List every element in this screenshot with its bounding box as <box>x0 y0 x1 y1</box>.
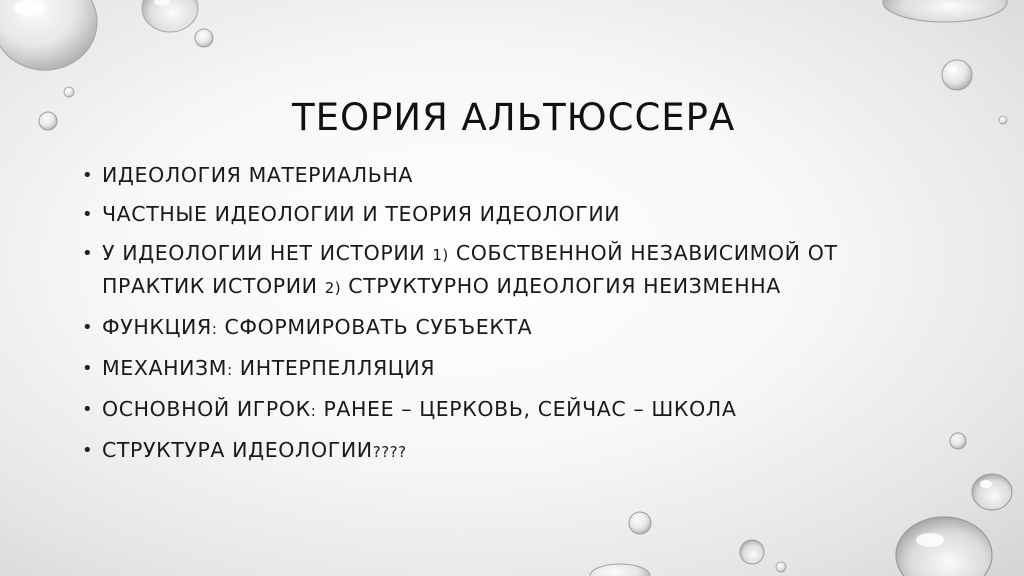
bullet-item <box>82 312 982 345</box>
drop-bottom-right-tiny <box>776 562 786 572</box>
bullet-number: 1) <box>432 246 449 264</box>
bullet-text: ОСНОВНОЙ ИГРОК <box>102 397 311 421</box>
drop-left-tiny <box>64 87 74 97</box>
bullet-text: ИДЕОЛОГИЯ МАТЕРИАЛЬНА <box>102 163 414 187</box>
bullet-text: СОБСТВЕННОЙ НЕЗАВИСИМОЙ ОТ <box>448 241 838 265</box>
drop-top-right-large <box>883 0 1007 22</box>
bullet-text: ПРАКТИК ИСТОРИИ <box>102 274 325 298</box>
bullet-item <box>82 160 982 191</box>
bullet-item <box>82 238 982 304</box>
drop-bottom-right-mid <box>629 512 651 534</box>
bullet-text: ИНТЕРПЕЛЛЯЦИЯ <box>232 356 436 380</box>
bullet-colon: : <box>227 361 233 379</box>
bullet-item <box>82 199 982 230</box>
drop-bottom-right-medium <box>972 474 1012 510</box>
bullet-list <box>82 160 982 476</box>
bullet-question-marks: ???? <box>372 443 407 461</box>
drop-top-left-large <box>0 0 97 70</box>
bullet-colon: : <box>211 320 218 338</box>
bullet-text: У ИДЕОЛОГИИ НЕТ ИСТОРИИ <box>102 241 433 265</box>
drop-bottom-right-mid-2 <box>740 540 764 564</box>
bullet-colon: : <box>310 402 317 420</box>
drop-top-left-mid <box>142 0 198 32</box>
bullet-item <box>82 435 982 468</box>
drop-bottom-edge <box>590 564 650 576</box>
bullet-text: ЧАСТНЫЕ ИДЕОЛОГИИ И ТЕОРИЯ ИДЕОЛОГИИ <box>102 202 621 226</box>
bullet-text: СТРУКТУРА ИДЕОЛОГИИ <box>102 438 373 462</box>
drop-top-left-small <box>195 29 213 47</box>
drop-left-small <box>39 112 57 130</box>
bullet-text: ФУНКЦИЯ <box>102 315 212 339</box>
bullet-number: 2) <box>324 279 342 297</box>
bullet-item <box>82 394 982 427</box>
drop-right-mid <box>942 60 972 90</box>
bullet-text: МЕХАНИЗМ <box>102 356 228 380</box>
bullet-text: СФОРМИРОВАТЬ СУБЪЕКТА <box>217 315 533 339</box>
bullet-item <box>82 353 982 386</box>
bullet-text: РАНЕЕ – ЦЕРКОВЬ, СЕЙЧАС – ШКОЛА <box>316 397 737 421</box>
drop-right-tiny <box>999 116 1007 124</box>
slide-title: ТЕОРИЯ АЛЬТЮССЕРА <box>292 96 736 139</box>
bullet-text: СТРУКТУРНО ИДЕОЛОГИЯ НЕИЗМЕННА <box>341 274 781 298</box>
drop-bottom-right-large <box>896 517 992 576</box>
